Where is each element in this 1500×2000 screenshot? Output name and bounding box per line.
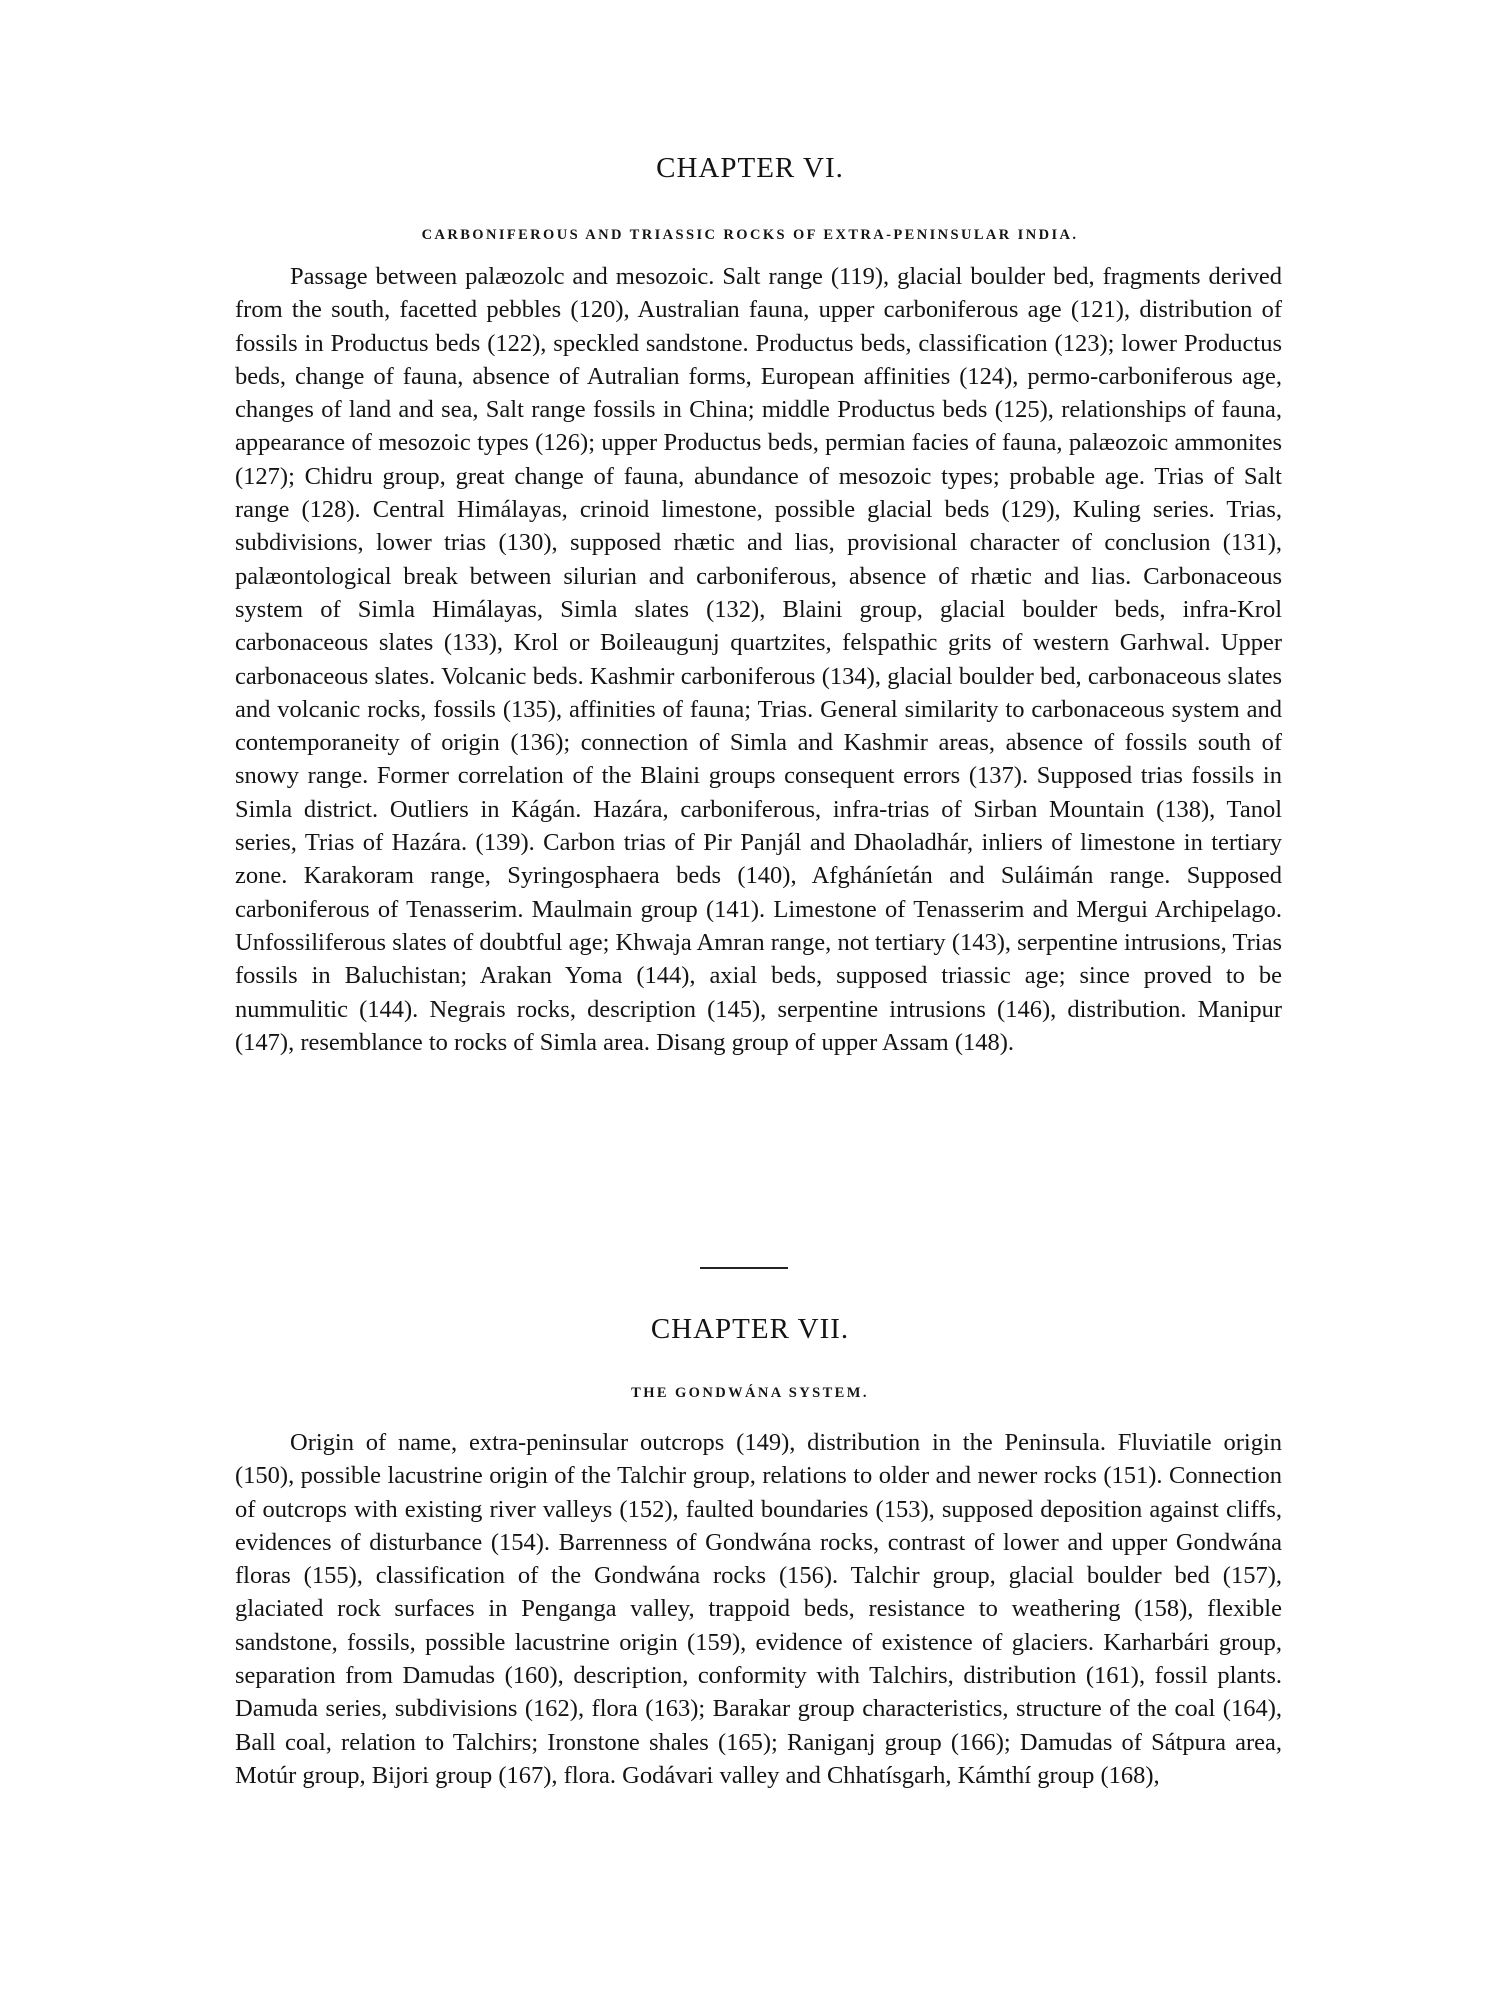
chapter-vi-summary-text: Passage between palæozolc and mesozoic. Salt range (119), glacial boulder bed, fragments derived from the south, facetted pebbles (120), Australian fauna, upper carboniferous age (121), distribution of fossils in Productus beds (122), speckled sandstone. Productus beds, classification (123); lower Productus beds, change of fauna, absence of Autralian forms, European affinities (124), permo-carboniferous age, changes of land and sea, Salt range fossils in China; middle Productus beds (125), relationships of fauna, appearance of mesozoic types (126); upper Productus beds, permian facies of fauna, palæozoic ammonites (127); Chidru group, great change of fauna, abundance of mesozoic types; probable age. Trias of Salt range (128). Central Himálayas, crinoid limestone, possible glacial beds (129), Kuling series. Trias, subdivisions, lower trias (130), supposed rhætic and lias, provisional character of conclusion (131), palæontological break between silurian and carboniferous, absence of rhætic and lias. Carbonaceous system of Simla Himálayas, Simla slates (132), Blaini group, glacial boulder beds, infra-Krol carbonaceous slates (133), Krol or Boileaugunj quartzites, felspathic grits of western Garhwal. Upper carbonaceous slates. Volcanic beds. Kashmir carboniferous (134), glacial boulder bed, carbonaceous slates and volcanic rocks, fossils (135), affinities of fauna; Trias. General similarity to carbonaceous system and contemporaneity of origin (136); connection of Simla and Kashmir areas, absence of fossils south of snowy range. Former correlation of the Blaini groups consequent errors (137). Supposed trias fossils in Simla district. Outliers in Kágán. Hazára, carboniferous, infra-trias of Sirban Mountain (138), Tanol series, Trias of Hazára. (139). Carbon trias of Pir Panjál and Dhaoladhár, inliers of limestone in tertiary zone. Karakoram range, Syringosphaera beds (140), Afgháníetán and Suláimán range. Supposed carboniferous of Tenasserim. Maulmain group (141). Limestone of Tenasserim and Mergui Archipelago. Unfossiliferous slates of doubtful age; Khwaja Amran range, not tertiary (143), serpentine intrusions, Trias fossils in Baluchistan; Arakan Yoma (144), axial beds, supposed triassic age; since proved to be nummulitic (144). Negrais rocks, description (145), serpentine intrusions (146), distribution. Manipur (147), resemblance to rocks of Simla area. Disang group of upper Assam (148). — [235, 263, 1282, 1056]
chapter-vi-heading: CHAPTER VI. — [656, 152, 844, 184]
chapter-vii-heading: CHAPTER VII. — [650, 1313, 850, 1345]
section-divider — [700, 1267, 788, 1269]
chapter-vii-summary — [235, 1426, 1282, 1792]
chapter-vii-subtitle: THE GONDWÁNA SYSTEM. — [631, 1385, 869, 1401]
chapter-vi-summary — [235, 260, 1282, 1059]
chapter-vi-subtitle: CARBONIFEROUS AND TRIASSIC ROCKS OF EXTRA-PENINSULAR INDIA. — [421, 227, 1079, 243]
chapter-vii-summary-text: Origin of name, extra-peninsular outcrops (149), distribution in the Peninsula. Fluviatile origin (150), possible lacustrine origin of the Talchir group, relations to older and newer rocks (151). Connection of outcrops with existing river valleys (152), faulted boundaries (153), supposed deposition against cliffs, evidences of disturbance (154). Barrenness of Gondwána rocks, contrast of lower and upper Gondwána floras (155), classification of the Gondwána rocks (156). Talchir group, glacial boulder bed (157), glaciated rock surfaces in Penganga valley, trappoid beds, resistance to weathering (158), flexible sandstone, fossils, possible lacustrine origin (159), evidence of existence of glaciers. Karharbári group, separation from Damudas (160), description, conformity with Talchirs, distribution (161), fossil plants. Damuda series, subdivisions (162), flora (163); Barakar group characteristics, structure of the coal (164), Ball coal, relation to Talchirs; Ironstone shales (165); Raniganj group (166); Damudas of Sátpura area, Motúr group, Bijori group (167), flora. Godávari valley and Chhatísgarh, Kámthí group (168), — [235, 1429, 1282, 1789]
